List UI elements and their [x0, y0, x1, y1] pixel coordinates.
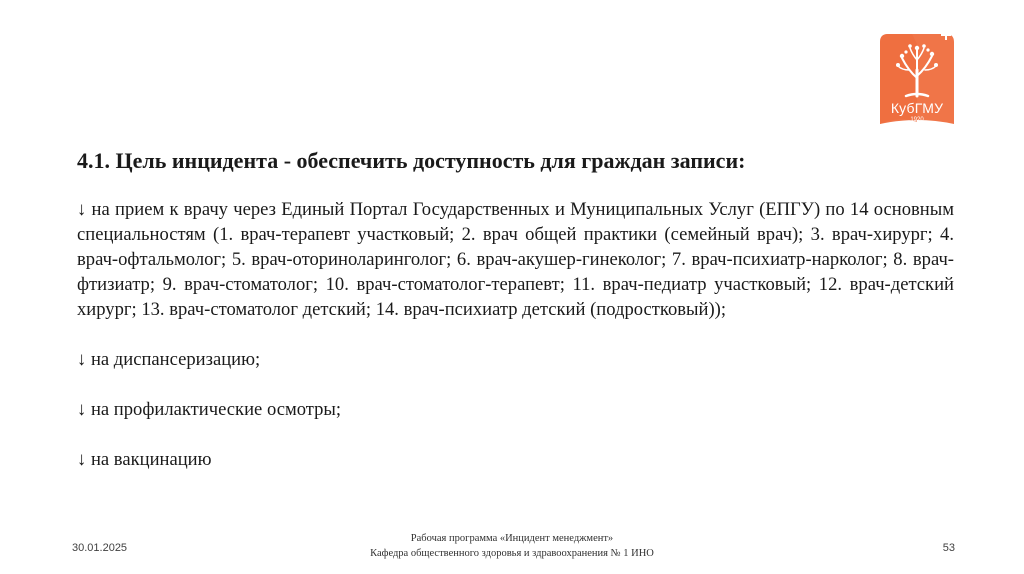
footer-caption: [300, 531, 724, 561]
list-item: ↓ на прием к врачу через Единый Портал Государственных и Муниципальных Услуг (ЕПГУ) по 14 основным специальностям (1. врач-терапевт участковый; 2. врач общей практики (семейный врач); 3. врач-хирург; 4. врач-офтальмолог; 5. врач-оториноларинголог; 6. врач-акушер-гинеколог; 7. врач-психиатр-нарколог; 8. врач-фтизиатр; 9. врач-стоматолог; 10. врач-стоматолог-терапевт; 11. врач-педиатр участковый; 12. врач-детский хирург; 13. врач-стоматолог детский; 14. врач-психиатр детский (подростковый));: [77, 199, 954, 320]
slide-body: [77, 197, 954, 472]
university-logo: [876, 30, 958, 134]
list-item: ↓ на вакцинацию: [77, 449, 212, 470]
logo-year: 1920: [910, 117, 924, 123]
footer-date: 30.01.2025: [72, 542, 128, 554]
list-item: ↓ на профилактические осмотры;: [77, 399, 342, 420]
list-item: ↓ на диспансеризацию;: [77, 349, 261, 370]
slide-title: 4.1. Цель инцидента - обеспечить доступность для граждан записи:: [77, 148, 746, 173]
footer-department: Кафедра общественного здоровья и здравоохранения № 1 ИНО: [370, 548, 654, 559]
logo-name: КубГМУ: [890, 100, 944, 116]
footer-program: Рабочая программа «Инцидент менеджмент»: [410, 533, 614, 544]
page-number: 53: [942, 542, 955, 554]
